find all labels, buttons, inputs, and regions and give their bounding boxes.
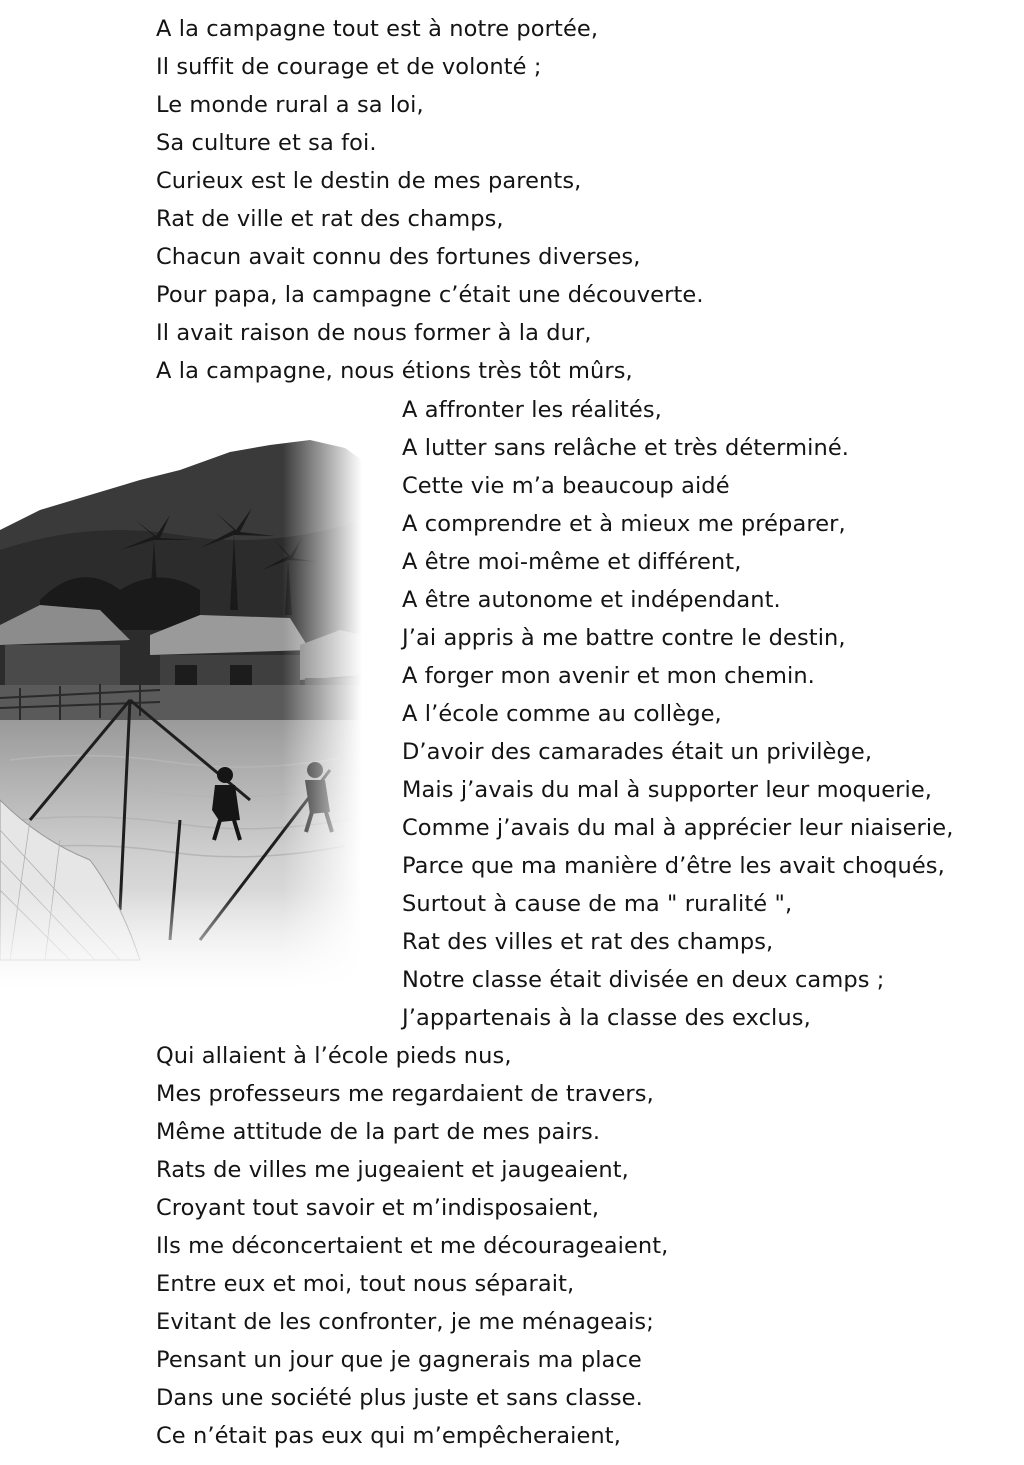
poem-line: D’avoir des camarades était un privilège, bbox=[402, 739, 873, 765]
poem-line: A être autonome et indépendant. bbox=[402, 587, 781, 613]
poem-line: J’ai appris à me battre contre le destin, bbox=[402, 625, 846, 651]
poem-line: Rat de ville et rat des champs, bbox=[156, 206, 504, 232]
poem-line: Dans une société plus juste et sans classe. bbox=[156, 1385, 643, 1411]
poem-line: Entre eux et moi, tout nous séparait, bbox=[156, 1271, 575, 1297]
poem-line: A affronter les réalités, bbox=[402, 397, 662, 423]
poem-line: Ce n’était pas eux qui m’empêcheraient, bbox=[156, 1423, 621, 1449]
poem-line: Rat des villes et rat des champs, bbox=[402, 929, 774, 955]
poem-line: Chacun avait connu des fortunes diverses, bbox=[156, 244, 641, 270]
poem-line: Cette vie m’a beaucoup aidé bbox=[402, 473, 730, 499]
poem-line: Même attitude de la part de mes pairs. bbox=[156, 1119, 601, 1145]
poem-line: J’appartenais à la classe des exclus, bbox=[402, 1005, 811, 1031]
poem-line: A être moi-même et différent, bbox=[402, 549, 742, 575]
poem-line: Il avait raison de nous former à la dur, bbox=[156, 320, 592, 346]
poem-line: Evitant de les confronter, je me ménageais; bbox=[156, 1309, 654, 1335]
poem-line: Rats de villes me jugeaient et jaugeaient, bbox=[156, 1157, 629, 1183]
village-illustration bbox=[0, 440, 362, 988]
poem-line: Ils me déconcertaient et me décourageaient, bbox=[156, 1233, 669, 1259]
poem-line: Pensant un jour que je gagnerais ma place bbox=[156, 1347, 642, 1373]
poem-line: Parce que ma manière d’être les avait choqués, bbox=[402, 853, 945, 879]
poem-line: A comprendre et à mieux me préparer, bbox=[402, 511, 846, 537]
poem-line: Qui allaient à l’école pieds nus, bbox=[156, 1043, 512, 1069]
poem-stanza-top bbox=[156, 10, 704, 390]
poem-line: Mes professeurs me regardaient de travers, bbox=[156, 1081, 654, 1107]
poem-line: A forger mon avenir et mon chemin. bbox=[402, 663, 815, 689]
village-photo bbox=[0, 440, 362, 988]
poem-line: Comme j’avais du mal à apprécier leur niaiserie, bbox=[402, 815, 954, 841]
poem-line: A la campagne tout est à notre portée, bbox=[156, 16, 599, 42]
poem-line: A lutter sans relâche et très déterminé. bbox=[402, 435, 850, 461]
poem-line: Croyant tout savoir et m’indisposaient, bbox=[156, 1195, 600, 1221]
poem-line: A la campagne, nous étions très tôt mûrs, bbox=[156, 358, 633, 384]
poem-line: Pour papa, la campagne c’était une découverte. bbox=[156, 282, 704, 308]
poem-stanza-middle bbox=[402, 391, 953, 1037]
poem-line: Le monde rural a sa loi, bbox=[156, 92, 424, 118]
poem-line: Notre classe était divisée en deux camps ; bbox=[402, 967, 885, 993]
poem-line: A l’école comme au collège, bbox=[402, 701, 722, 727]
poem-line: Sa culture et sa foi. bbox=[156, 130, 377, 156]
poem-line: Surtout à cause de ma " ruralité ", bbox=[402, 891, 793, 917]
poem-line: Mais j’avais du mal à supporter leur moquerie, bbox=[402, 777, 933, 803]
poem-stanza-bottom bbox=[156, 1037, 668, 1455]
poem-line: Il suffit de courage et de volonté ; bbox=[156, 54, 542, 80]
poem-line: Curieux est le destin de mes parents, bbox=[156, 168, 582, 194]
